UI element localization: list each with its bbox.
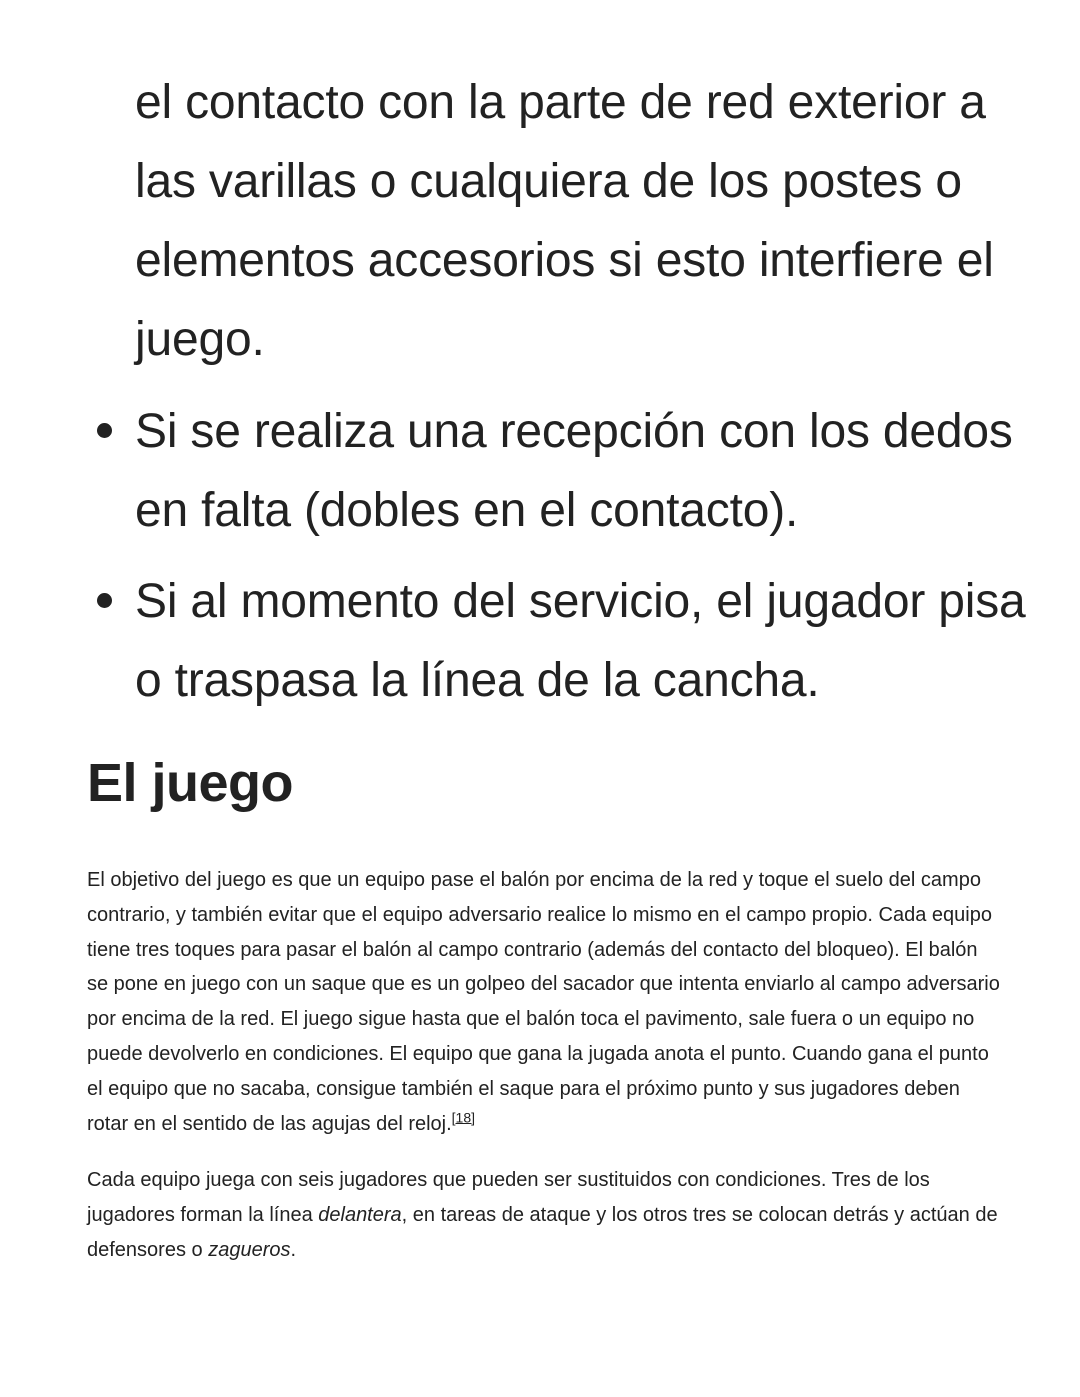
paragraph-text: El objetivo del juego es que un equipo pase el balón por encima de la red y toque el suelo del campo contrario, y también evitar que el equipo adversario realice lo mismo en el campo propio. Cada equipo tiene tres toques para pasar el balón al campo contrario (además del contacto del bloqueo). El balón se pone en juego con un saque que es un golpeo del sacador que intenta enviarlo al campo adversario por encima de la red. El juego sigue hasta que el balón toca el pavimento, sale fuera o un equipo no puede devolverlo en condiciones. El equipo que gana la jugada anota el punto. Cuando gana el punto el equipo que no sacaba, consigue también el saque para el próximo punto y sus jugadores deben rotar en el sentido de las agujas del reloj. bbox=[87, 869, 1000, 1135]
list-item-text: Si al momento del servicio, el jugador pisa o traspasa la línea de la cancha. bbox=[135, 575, 1026, 707]
paragraph bbox=[87, 1163, 1002, 1267]
list-item-text: Si se realiza una recepción con los dedos en falta (dobles en el contacto). bbox=[135, 405, 1013, 537]
list-item-text: el contacto con la parte de red exterior a las varillas o cualquiera de los postes o elementos accesorios si esto interfiere el juego. bbox=[135, 76, 994, 366]
paragraph-text: , en tareas de ataque y los otros tres se colocan detrás y actúan de defensores o bbox=[87, 1203, 998, 1261]
bullet-icon bbox=[97, 593, 112, 608]
list-item bbox=[135, 392, 1035, 550]
list-item-continued bbox=[135, 63, 1035, 379]
bullet-icon bbox=[97, 423, 112, 438]
paragraph-text: . bbox=[290, 1238, 297, 1261]
list-item bbox=[135, 562, 1035, 720]
reference-link[interactable]: [18] bbox=[451, 1108, 476, 1125]
paragraph bbox=[87, 863, 1002, 1141]
section-heading: El juego bbox=[87, 753, 294, 813]
italic-term: zagueros bbox=[208, 1238, 291, 1261]
paragraph-text: Cada equipo juega con seis jugadores que pueden ser sustituidos con condiciones. Tres de los jugadores forman la línea bbox=[87, 1169, 930, 1226]
italic-term: delantera bbox=[318, 1203, 402, 1226]
